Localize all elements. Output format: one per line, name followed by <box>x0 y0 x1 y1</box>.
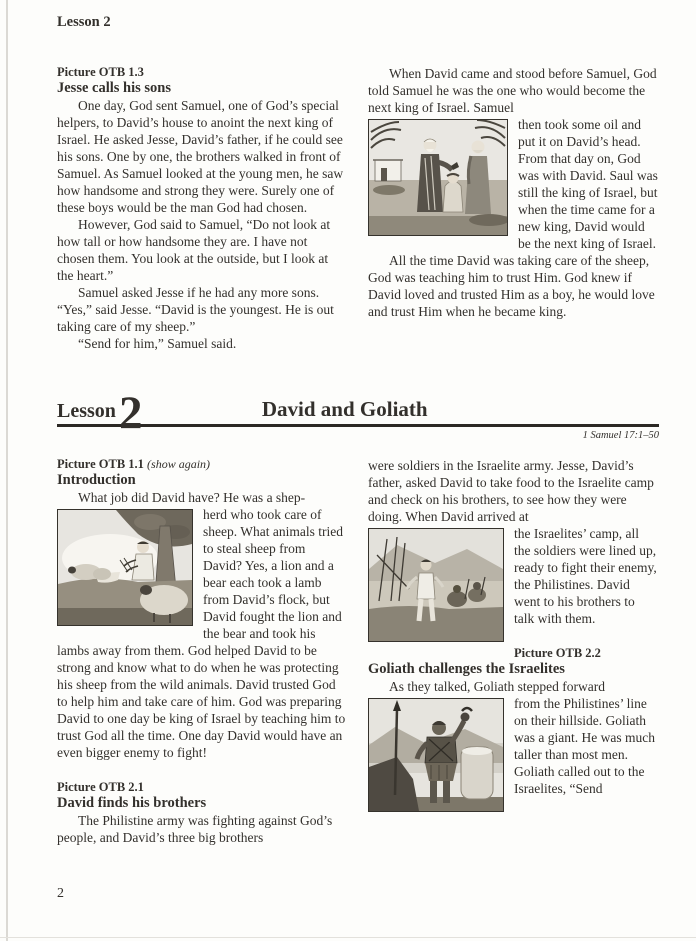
left-column-section1 <box>57 65 347 352</box>
scripture-reference: 1 Samuel 17:1–50 <box>582 430 659 441</box>
story-heading: David finds his brothers <box>57 795 207 811</box>
story-paragraph-wrapped: then took some oil and put it on David’s head. From that day on, God was with David. Saul was still the king of Israel, but when the time came for a new king, David would be the next king of Israel. <box>518 117 658 251</box>
story-paragraph: As they talked, Goliath stepped forward <box>389 679 605 694</box>
story-paragraph-wrapped: herd who took care of sheep. What animals tried to steal sheep from David? Yes, a lion and a bear each took a lamb from David’s flock, but David fought the lion and the bear and took his lambs away from them. God helped David to be strong and know what to do when he was protecting his sheep from the wild animals. David trusted God to help him and take care of him. God was preparing David to one day be king of Israel by teaching him to trust God all the time. One day David would have an even bigger enemy to fight! <box>57 507 346 760</box>
page-content <box>57 14 659 846</box>
lesson-number: 2 <box>119 387 143 439</box>
story-paragraph: “Send for him,” Samuel said. <box>78 336 237 351</box>
section-lesson2-continued <box>57 65 659 352</box>
right-column-section1 <box>368 65 658 352</box>
picture-reference-label: Picture OTB 2.2 <box>514 646 601 660</box>
section-david-and-goliath <box>57 457 659 846</box>
david-shepherd-with-sheep-illustration <box>57 509 193 626</box>
text-with-illustration <box>368 525 658 627</box>
lesson-title: David and Goliath <box>261 397 428 421</box>
david-arrives-at-israelite-camp-illustration <box>368 528 504 642</box>
story-paragraph: What job did David have? He was a shep- <box>78 490 306 505</box>
samuel-anointing-david-illustration <box>368 119 508 236</box>
story-paragraph: All the time David was taking care of the sheep, God was teaching him to trust Him. God knew if David loved and trusted Him as a boy, he would love and trust Him when he became king. <box>368 253 655 319</box>
scan-edge-artifact <box>6 0 8 941</box>
story-paragraph: When David came and stood before Samuel, God told Samuel he was the one who would become the next king of Israel. Samuel <box>368 66 657 115</box>
story-paragraph-continuation: were soldiers in the Israelite army. Jesse, David’s father, asked David to take food to the Israelite camp and check on his brothers, to see how they were doing. When David arrived at <box>368 458 654 524</box>
story-paragraph: The Philistine army was fighting against God’s people, and David’s three big brothers <box>57 813 333 845</box>
picture-reference-label <box>57 457 347 472</box>
text-with-illustration <box>368 116 658 252</box>
lesson-word: Lesson <box>57 400 116 422</box>
goliath-with-spear-and-shield-illustration <box>368 698 504 812</box>
picture-reference-label: Picture OTB 1.3 <box>57 65 144 79</box>
text-with-illustration <box>368 695 658 797</box>
left-column-section2 <box>57 457 347 846</box>
page-number: 2 <box>57 886 64 901</box>
text-with-illustration <box>57 506 347 761</box>
story-heading: Jesse calls his sons <box>57 80 172 96</box>
story-paragraph: However, God said to Samuel, “Do not look at how tall or how handsome they are. I have not chosen them. You look at the outside, but I look at the heart.” <box>57 217 331 283</box>
scan-edge-artifact-bottom <box>0 937 696 938</box>
story-paragraph-wrapped: from the Philistines’ line on their hillside. Goliath was a giant. He was much taller than most men. Goliath called out to the Israelites, “Send <box>514 696 655 796</box>
story-paragraph: One day, God sent Samuel, one of God’s special helpers, to David’s house to anoint the next king of Israel. He asked Jesse, David’s father, if he could see his sons. One by one, the brothers walked in front of Samuel. As Samuel looked at the young men, he saw how handsome and strong they were. Surely one of these boys would be the man God had chosen. <box>57 98 344 215</box>
story-paragraph: Samuel asked Jesse if he had any more sons. “Yes,” said Jesse. “David is the youngest. He is out taking care of my sheep.” <box>57 285 334 334</box>
story-paragraph-wrapped: the Israelites’ camp, all the soldiers were lined up, ready to fight their enemy, the Philistines. David went to his brothers to talk with them. <box>514 526 657 626</box>
running-header: Lesson 2 <box>57 14 111 30</box>
story-heading: Introduction <box>57 472 136 488</box>
story-heading: Goliath challenges the Israelites <box>368 661 565 677</box>
right-column-section2 <box>368 457 658 846</box>
picture-reference-text: Picture OTB 1.1 <box>57 457 144 471</box>
picture-reference-label: Picture OTB 2.1 <box>57 780 144 794</box>
show-again-note: (show again) <box>147 457 211 471</box>
